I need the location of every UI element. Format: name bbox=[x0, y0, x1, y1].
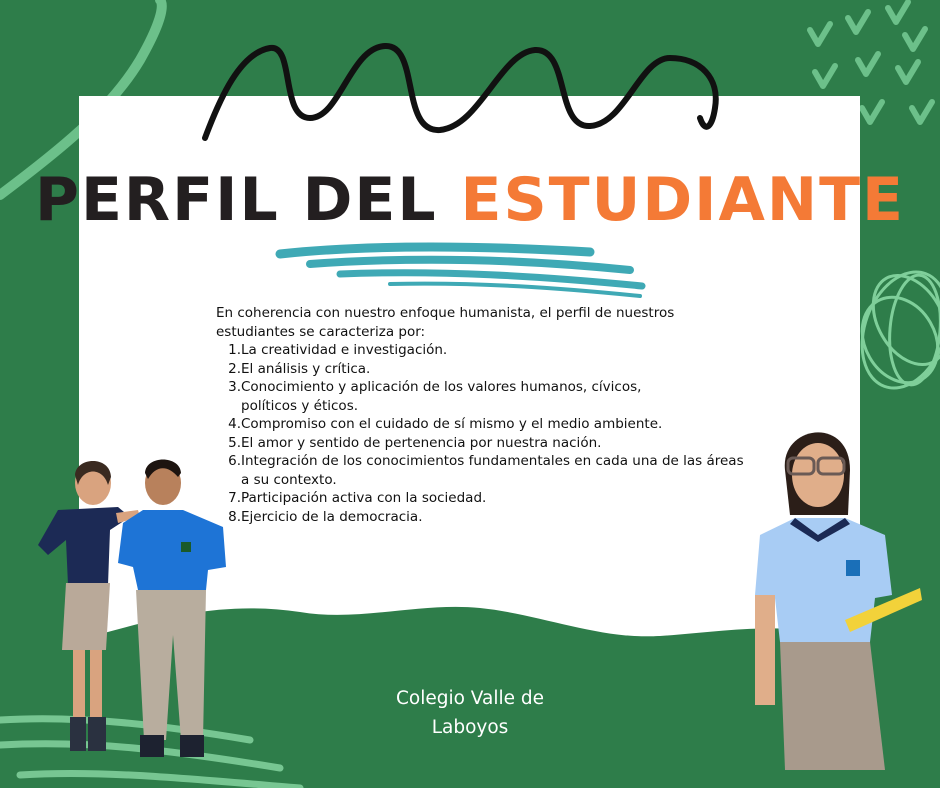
title-part-orange: ESTUDIANTE bbox=[460, 165, 906, 235]
intro-text: En coherencia con nuestro enfoque humanista, el perfil de nuestros estudiantes se caracteriza por: bbox=[216, 305, 675, 340]
school-name-line1: Colegio Valle de bbox=[395, 688, 545, 709]
brush-stroke-icon bbox=[270, 240, 650, 300]
list-item-number: 6. bbox=[228, 453, 241, 469]
list-item bbox=[216, 378, 746, 415]
list-item bbox=[216, 360, 746, 379]
list-item bbox=[216, 452, 746, 489]
list-item-text: Integración de los conocimientos fundamentales en cada una de las áreas a su contexto. bbox=[241, 453, 744, 488]
list-item-number: 3. bbox=[228, 379, 241, 395]
list-item-text: El análisis y crítica. bbox=[241, 360, 371, 377]
list-item-text: Compromiso con el cuidado de sí mismo y el medio ambiente. bbox=[241, 416, 663, 432]
list-item-number: 2. bbox=[228, 360, 241, 377]
profile-list bbox=[216, 341, 746, 526]
school-name bbox=[370, 684, 570, 742]
list-item bbox=[216, 434, 746, 453]
list-item-number: 8. bbox=[228, 508, 241, 525]
list-item-text: Participación activa con la sociedad. bbox=[241, 490, 487, 506]
student-boy-figure bbox=[118, 460, 226, 758]
scribble-decoration-icon bbox=[200, 38, 740, 148]
student-girl-figure bbox=[38, 461, 140, 751]
list-item bbox=[216, 489, 746, 508]
list-item-text: El amor y sentido de pertenencia por nuestra nación. bbox=[241, 434, 602, 451]
list-item bbox=[216, 508, 746, 527]
school-name-line2: Laboyos bbox=[431, 717, 509, 738]
page-title bbox=[0, 160, 940, 240]
list-item-number: 1. bbox=[228, 342, 241, 358]
list-item-text: La creatividad e investigación. bbox=[241, 342, 448, 358]
list-item-number: 5. bbox=[228, 434, 241, 451]
list-item-text: Conocimiento y aplicación de los valores humanos, cívicos, políticos y éticos. bbox=[241, 379, 642, 414]
list-item bbox=[216, 341, 746, 360]
list-item-number: 4. bbox=[228, 416, 241, 432]
title-part-dark: PERFIL DEL bbox=[34, 165, 438, 235]
students-photo-left bbox=[18, 455, 233, 765]
student-photo-right bbox=[750, 420, 925, 788]
list-item-number: 7. bbox=[228, 490, 241, 506]
list-item bbox=[216, 415, 746, 434]
list-item-text: Ejercicio de la democracia. bbox=[241, 508, 423, 525]
